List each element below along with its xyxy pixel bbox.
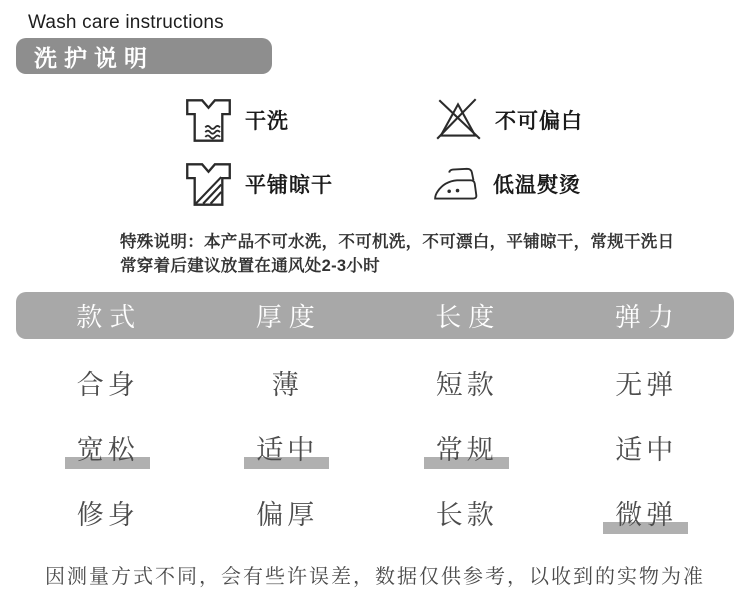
table-cell: 微弹	[611, 493, 677, 532]
dry-clean-shirt-icon	[183, 97, 234, 144]
care-item-no-bleach	[432, 94, 583, 146]
table-cell: 合身	[76, 370, 139, 400]
special-note	[120, 230, 685, 278]
header-cell-length: 长度	[435, 302, 502, 332]
table-cell: 无弹	[615, 370, 678, 400]
section-title-box	[16, 38, 272, 74]
table-row	[16, 415, 734, 480]
header-cell-thickness: 厚度	[255, 302, 322, 332]
care-label-low-iron: 低温熨烫	[493, 174, 581, 197]
special-note-line-1: 特殊说明：本产品不可水洗，不可机洗，不可漂白，平铺晾干，常规干洗日	[120, 233, 675, 251]
table-cell: 宽松	[73, 428, 139, 467]
table-row	[16, 480, 734, 545]
attribute-table-header	[16, 292, 734, 339]
table-cell: 短款	[435, 370, 498, 400]
care-item-flat-dry	[183, 158, 432, 210]
care-symbols-grid	[183, 94, 583, 210]
table-cell: 修身	[76, 500, 139, 530]
special-note-line-2: 常穿着后建议放置在通风处2-3小时	[120, 257, 380, 275]
care-label-no-bleach: 不可偏白	[495, 110, 583, 133]
care-label-flat-dry: 平铺晾干	[245, 174, 333, 197]
low-iron-icon	[432, 163, 482, 205]
attribute-table-body	[16, 350, 734, 545]
page-subtitle-english: Wash care instructions	[28, 12, 224, 33]
header-cell-style: 款式	[76, 302, 143, 332]
table-cell: 适中	[615, 435, 678, 465]
table-cell: 薄	[271, 370, 303, 400]
table-cell: 偏厚	[256, 500, 319, 530]
table-cell: 常规	[432, 428, 498, 467]
header-cell-elasticity: 弹力	[614, 302, 681, 332]
table-row	[16, 350, 734, 415]
no-bleach-icon	[432, 97, 484, 143]
care-item-dry-clean	[183, 94, 432, 146]
table-cell: 适中	[252, 428, 318, 467]
page-title: 洗护说明	[34, 44, 154, 71]
care-label-dry-clean: 干洗	[245, 110, 289, 133]
flat-dry-shirt-icon	[183, 161, 234, 208]
care-item-low-iron	[432, 158, 583, 210]
measurement-disclaimer: 因测量方式不同，会有些许误差，数据仅供参考，以收到的实物为准	[45, 566, 705, 588]
table-cell: 长款	[435, 500, 498, 530]
